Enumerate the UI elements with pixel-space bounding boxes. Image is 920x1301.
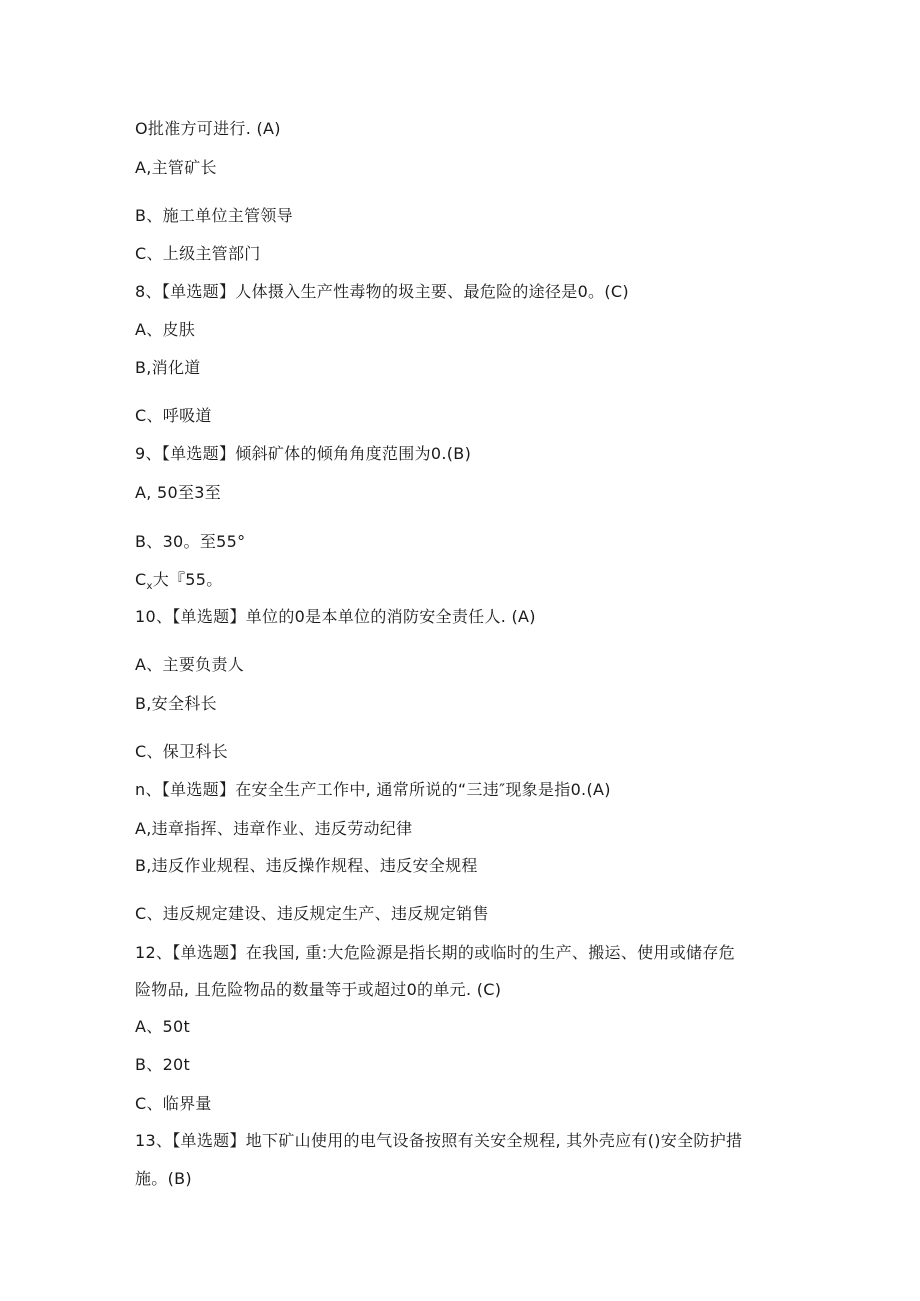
- question-9-stem: 9、【单选题】倾斜矿体的倾角角度范围为0.(B): [135, 444, 472, 463]
- question-11-option-a: A,违章指挥、违章作业、违反劳动纪律: [135, 819, 413, 838]
- question-13-stem-line-1: 13、【单选题】地下矿山使用的电气设备按照有关安全规程, 其外壳应有()安全防护措: [135, 1131, 743, 1150]
- question-10-stem: 10、【单选题】单位的0是本单位的消防安全责任人. (A): [135, 607, 536, 626]
- question-7-option-c: C、上级主管部门: [135, 244, 261, 263]
- question-9-option-a: A, 50至3至: [135, 483, 222, 502]
- question-13-stem-line-2: 施。(B): [135, 1169, 192, 1188]
- question-11-stem: n、【单选题】在安全生产工作中, 通常所说的“三违″现象是指0.(A): [135, 780, 611, 799]
- option-text: 大『55。: [152, 570, 223, 589]
- question-9-option-b: B、30。至55°: [135, 532, 246, 551]
- question-12-option-a: A、50t: [135, 1017, 191, 1036]
- question-12-stem-line-2: 险物品, 且危险物品的数量等于或超过0的单元. (C): [135, 980, 502, 999]
- question-8-option-c: C、呼吸道: [135, 406, 212, 425]
- question-8-stem: 8、【单选题】人体摄入生产性毒物的圾主要、最危险的途径是0。(C): [135, 282, 629, 301]
- question-7-option-b: B、施工单位主管领导: [135, 206, 293, 225]
- question-11-option-c: C、违反规定建设、违反规定生产、违反规定销售: [135, 904, 489, 923]
- option-subscript: x: [146, 581, 153, 592]
- question-7-continuation: O批准方可进行. (A): [135, 119, 281, 138]
- question-9-option-c: [135, 570, 223, 597]
- question-11-option-b: B,违反作业规程、违反操作规程、违反安全规程: [135, 856, 478, 875]
- question-10-option-c: C、保卫科长: [135, 742, 228, 761]
- option-letter: C: [135, 570, 147, 589]
- question-10-option-a: A、主要负责人: [135, 655, 245, 674]
- question-7-option-a: A,主管矿长: [135, 158, 217, 177]
- question-10-option-b: B,安全科长: [135, 694, 217, 713]
- question-8-option-b: B,消化道: [135, 358, 201, 377]
- question-12-option-b: B、20t: [135, 1055, 191, 1074]
- question-12-option-c: C、临界量: [135, 1094, 212, 1113]
- question-8-option-a: A、皮肤: [135, 320, 196, 339]
- question-12-stem-line-1: 12、【单选题】在我国, 重:大危险源是指长期的或临时的生产、搬运、使用或储存危: [135, 943, 735, 962]
